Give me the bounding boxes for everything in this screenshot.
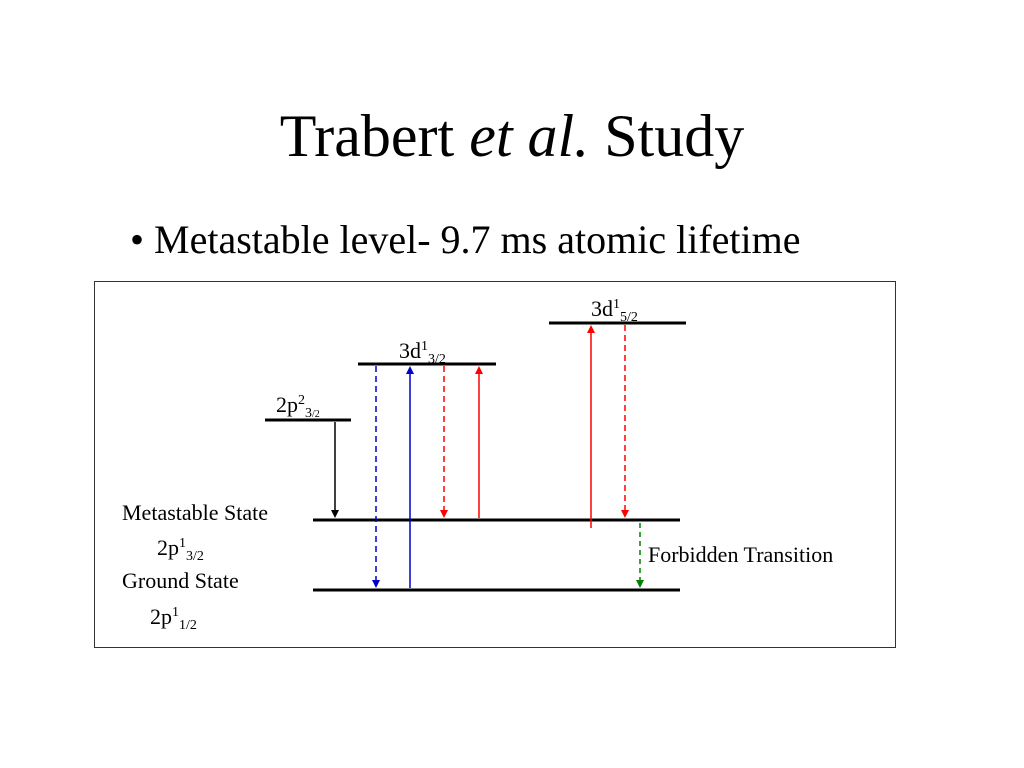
bullet-marker: • (130, 217, 145, 262)
title-main: Trabert (279, 103, 455, 169)
title-end: Study (604, 103, 745, 169)
label-2p2-3-2: $2p^2_{3/2}$ (276, 392, 320, 421)
title-italic: et al. (469, 103, 590, 169)
label-ground-config: $2p^1_{1/2}$ (150, 604, 197, 633)
bullet-text: Metastable level- 9.7 ms atomic lifetime (154, 217, 801, 262)
label-ground-state: Ground State (122, 568, 239, 593)
label-3d-3-2: $3d^1_{3/2}$ (399, 338, 446, 367)
label-3d-5-2: $3d^1_{5/2}$ (591, 296, 638, 325)
label-metastable-state: Metastable State (122, 500, 269, 525)
label-forbidden-transition: Forbidden Transition (648, 542, 834, 567)
label-metastable-config: $2p^1_{3/2}$ (157, 535, 204, 564)
